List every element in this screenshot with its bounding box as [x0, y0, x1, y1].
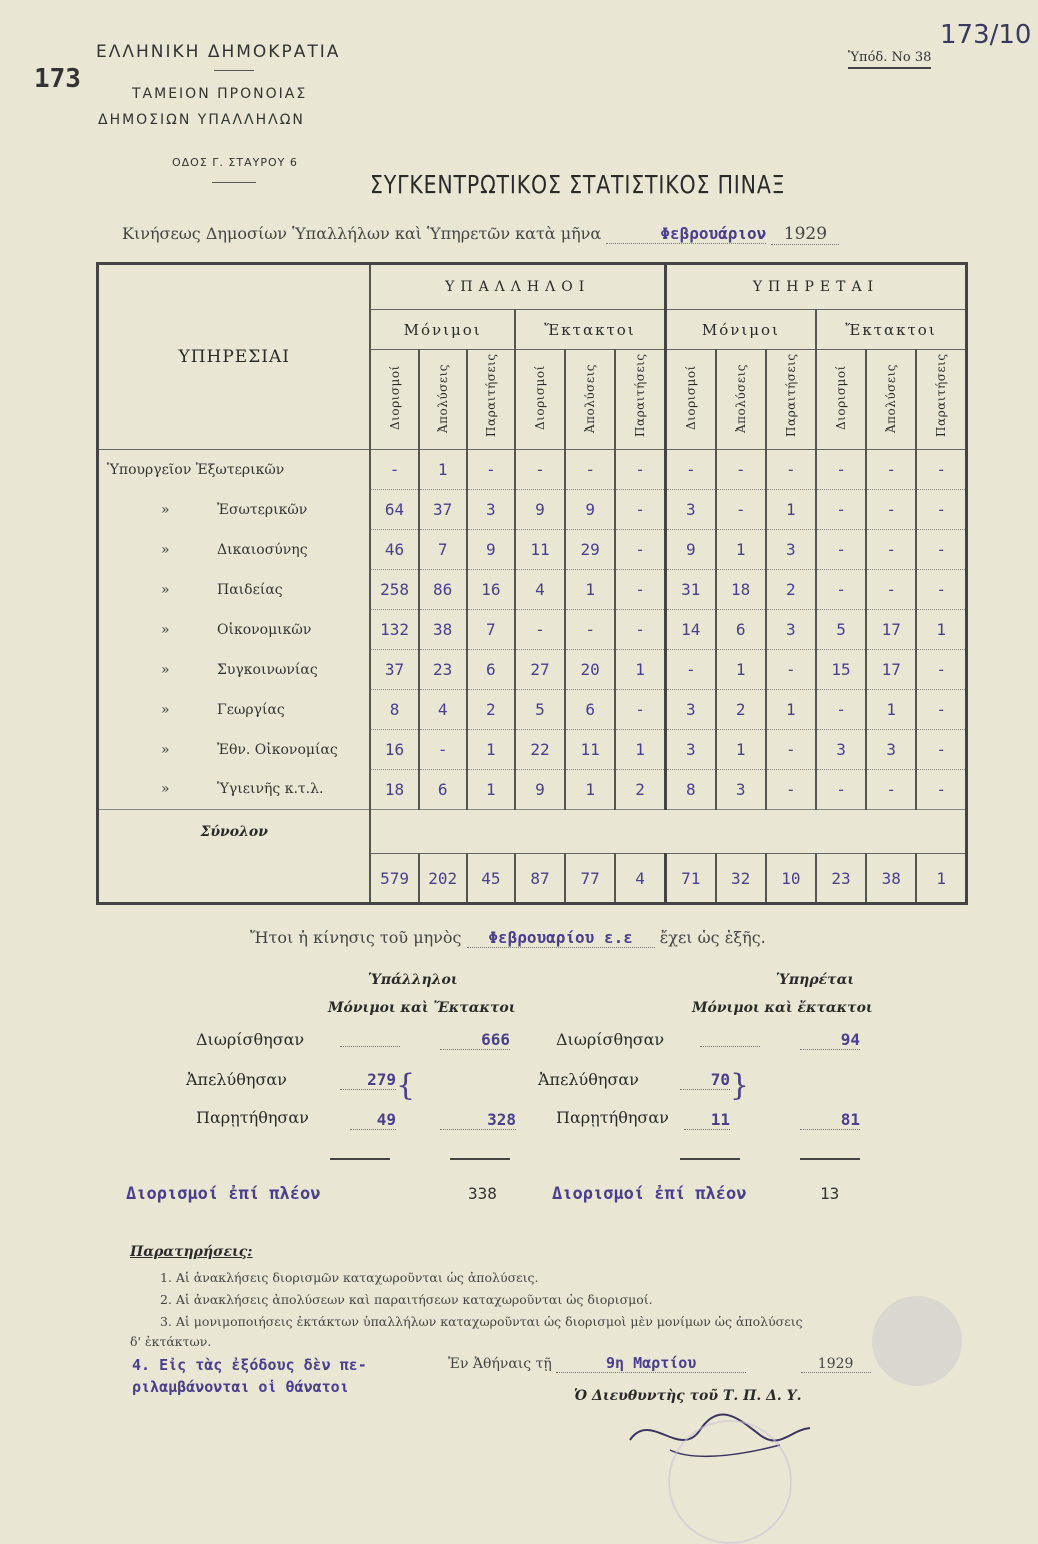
cell-value: - — [615, 450, 665, 490]
signer-title: Ὁ Διευθυντὴς τοῦ Τ. Π. Δ. Υ. — [574, 1388, 802, 1404]
cell-value: 7 — [419, 530, 467, 570]
total-value: 23 — [816, 854, 866, 904]
summary-intro-pre: Ἤτοι ἡ κίνησις τοῦ μηνὸς — [250, 928, 462, 947]
org-line-1: ΕΛΛΗΝΙΚΗ ΔΗΜΟΚΡΑΤΙΑ — [96, 42, 341, 62]
ref-label: Ὑπόδ. Νο 38 — [848, 50, 931, 69]
total-blank — [98, 854, 371, 904]
ditto-mark: » — [161, 661, 170, 678]
cell-value: 3 — [766, 530, 816, 570]
date-value: 9η Μαρτίου — [556, 1354, 746, 1373]
cell-value: 1 — [615, 730, 665, 770]
cell-value: 46 — [370, 530, 418, 570]
cell-value: 27 — [515, 650, 565, 690]
total-value: 4 — [615, 854, 665, 904]
cell-value: 3 — [716, 770, 766, 810]
cell-value: 37 — [370, 650, 418, 690]
service-name: Δικαιοσύνης — [217, 541, 308, 558]
cell-value: 18 — [370, 770, 418, 810]
cell-value: 5 — [816, 610, 866, 650]
address: ΟΔΟΣ Γ. ΣΤΑΥΡΟΥ 6 — [172, 156, 298, 169]
ditto-mark: » — [161, 501, 170, 518]
table-row — [98, 730, 967, 770]
cell-value: - — [916, 530, 966, 570]
cell-value: 3 — [665, 490, 715, 530]
cell-value: - — [866, 770, 916, 810]
cell-value: 3 — [766, 610, 816, 650]
cell-value: 6 — [565, 690, 615, 730]
place-text: Ἐν Ἀθήναις τῇ — [448, 1356, 552, 1372]
cell-value: - — [916, 770, 966, 810]
cell-value: 1 — [615, 650, 665, 690]
cell-value: 1 — [565, 770, 615, 810]
total-value: 10 — [766, 854, 816, 904]
cell-value: - — [565, 450, 615, 490]
statistics-table — [96, 262, 968, 905]
right-resigned-label: Παρῃτήθησαν — [556, 1108, 669, 1127]
col-header: Διορισμοί — [370, 350, 418, 450]
cell-value: 23 — [419, 650, 467, 690]
employees-permanent: Μόνιμοι — [370, 310, 514, 350]
left-resigned-value: 49 — [350, 1110, 396, 1130]
cell-value: - — [716, 450, 766, 490]
cell-value: - — [816, 530, 866, 570]
notes-title: Παρατηρήσεις: — [130, 1244, 253, 1260]
table-row — [98, 530, 967, 570]
cell-value: 3 — [665, 690, 715, 730]
left-net-value: 338 — [468, 1184, 497, 1203]
cell-value: 1 — [565, 570, 615, 610]
cell-value: 37 — [419, 490, 467, 530]
total-value: 1 — [916, 854, 966, 904]
cell-value: 9 — [665, 530, 715, 570]
divider — [800, 1158, 860, 1160]
table-row — [98, 450, 967, 490]
note-4b: ριλαμβάνονται οἱ θάνατοι — [132, 1378, 349, 1396]
divider — [330, 1158, 390, 1160]
col-header: Διορισμοί — [665, 350, 715, 450]
ditto-mark: » — [161, 701, 170, 718]
cell-value: 2 — [467, 690, 515, 730]
cell-value: 6 — [419, 770, 467, 810]
total-value: 71 — [665, 854, 715, 904]
service-name: Ἐσωτερικῶν — [217, 501, 308, 518]
cell-value: 1 — [866, 690, 916, 730]
right-dismissed-label: Ἀπελύθησαν — [538, 1070, 639, 1089]
cell-value: 11 — [515, 530, 565, 570]
employees-header: ΥΠΑΛΛΗΛΟΙ — [370, 264, 665, 310]
left-dismissed-value: 279 — [340, 1070, 396, 1090]
service-name: Οἰκονομικῶν — [217, 621, 312, 638]
cell-value: 1 — [716, 650, 766, 690]
employees-temporary: Ἔκτακτοι — [515, 310, 666, 350]
cell-value: 1 — [419, 450, 467, 490]
row-label — [98, 770, 371, 810]
row-label — [98, 610, 371, 650]
cell-value: - — [916, 570, 966, 610]
total-value: 579 — [370, 854, 418, 904]
cell-value: 9 — [565, 490, 615, 530]
summary-intro-month: Φεβρουαρίου ε.ε — [467, 928, 655, 948]
ditto-mark: » — [161, 621, 170, 638]
left-appointed-label: Διωρίσθησαν — [196, 1030, 305, 1049]
left-resigned-label: Παρῃτήθησαν — [196, 1108, 309, 1127]
archive-logo — [872, 1296, 962, 1386]
summary-intro-post: ἔχει ὡς ἑξῆς. — [659, 928, 766, 947]
right-head-2: Μόνιμοι καὶ ἔκτακτοι — [692, 1000, 873, 1016]
row-label — [98, 730, 371, 770]
services-header: ΥΠΗΡΕΣΙΑΙ — [178, 347, 290, 367]
service-name: Ἐθν. Οἰκονομίας — [217, 741, 338, 758]
row-label — [98, 650, 371, 690]
cell-value: 20 — [565, 650, 615, 690]
row-label — [98, 690, 371, 730]
cell-value: - — [866, 490, 916, 530]
table-row — [98, 650, 967, 690]
cell-value: 9 — [515, 770, 565, 810]
cell-value: 14 — [665, 610, 715, 650]
cell-value: 17 — [866, 610, 916, 650]
leader-line — [340, 1046, 400, 1047]
cell-value: 29 — [565, 530, 615, 570]
total-value: 202 — [419, 854, 467, 904]
cell-value: 3 — [816, 730, 866, 770]
cell-value: 64 — [370, 490, 418, 530]
cell-value: 3 — [665, 730, 715, 770]
cell-value: - — [515, 450, 565, 490]
total-spacer — [370, 810, 966, 854]
ditto-mark: » — [161, 741, 170, 758]
left-appointed-value: 666 — [440, 1030, 510, 1050]
cell-value: - — [916, 490, 966, 530]
total-label: Σύνολον — [98, 810, 371, 854]
cell-value: 18 — [716, 570, 766, 610]
col-header: Παραιτήσεις — [615, 350, 665, 450]
servants-temporary: Ἔκτακτοι — [816, 310, 967, 350]
cell-value: - — [615, 530, 665, 570]
cell-value: - — [816, 490, 866, 530]
table-row — [98, 770, 967, 810]
leader-line — [700, 1046, 760, 1047]
cell-value: - — [565, 610, 615, 650]
cell-value: - — [916, 450, 966, 490]
cell-value: 38 — [419, 610, 467, 650]
cell-value: - — [816, 570, 866, 610]
cell-value: 1 — [716, 730, 766, 770]
cell-value: 4 — [515, 570, 565, 610]
cell-value: - — [370, 450, 418, 490]
left-head-1: Ὑπάλληλοι — [368, 972, 458, 988]
total-value: 87 — [515, 854, 565, 904]
cell-value: 6 — [467, 650, 515, 690]
table-row — [98, 610, 967, 650]
org-line-3: ΔΗΜΟΣΙΩΝ ΥΠΑΛΛΗΛΩΝ — [98, 112, 305, 128]
cell-value: - — [866, 530, 916, 570]
cell-value: - — [816, 450, 866, 490]
left-brace: { — [396, 1068, 416, 1103]
cell-value: - — [766, 650, 816, 690]
subtitle — [122, 224, 839, 245]
cell-value: 1 — [766, 490, 816, 530]
cell-value: - — [716, 490, 766, 530]
cell-value: 6 — [716, 610, 766, 650]
cell-value: 3 — [866, 730, 916, 770]
ditto-mark: » — [161, 581, 170, 598]
cell-value: 9 — [467, 530, 515, 570]
cell-value: - — [515, 610, 565, 650]
cell-value: 22 — [515, 730, 565, 770]
col-header: Διορισμοί — [515, 350, 565, 450]
col-header: Ἀπολύσεις — [716, 350, 766, 450]
divider — [450, 1158, 510, 1160]
service-name: Ὑγιεινῆς κ.τ.λ. — [217, 781, 324, 798]
cell-value: 8 — [370, 690, 418, 730]
cell-value: 5 — [515, 690, 565, 730]
cell-value: 258 — [370, 570, 418, 610]
cell-value: - — [916, 690, 966, 730]
col-header: Ἀπολύσεις — [565, 350, 615, 450]
col-header: Παραιτήσεις — [766, 350, 816, 450]
cell-value: - — [766, 770, 816, 810]
left-sum-value: 328 — [440, 1110, 516, 1130]
cell-value: - — [866, 450, 916, 490]
org-line-2: ΤΑΜΕΙΟΝ ΠΡΟΝΟΙΑΣ — [132, 86, 308, 102]
month-value: Φεβρουάριον — [606, 224, 766, 244]
right-brace: } — [730, 1068, 750, 1103]
table-row — [98, 690, 967, 730]
row-label — [98, 530, 371, 570]
ditto-mark: » — [161, 781, 170, 798]
ditto-mark: » — [161, 541, 170, 558]
cell-value: 1 — [916, 610, 966, 650]
cell-value: - — [866, 570, 916, 610]
divider — [212, 182, 256, 183]
cell-value: - — [419, 730, 467, 770]
divider — [214, 70, 254, 71]
cell-value: 132 — [370, 610, 418, 650]
cell-value: 11 — [565, 730, 615, 770]
total-value: 32 — [716, 854, 766, 904]
cell-value: - — [766, 450, 816, 490]
cell-value: - — [916, 730, 966, 770]
cell-value: - — [615, 610, 665, 650]
doc-number: 173 — [34, 64, 81, 94]
note-4a: 4. Εἰς τὰς ἐξόδους δὲν πε- — [132, 1356, 367, 1374]
right-sum-value: 81 — [800, 1110, 860, 1130]
total-value: 38 — [866, 854, 916, 904]
servants-header: ΥΠΗΡΕΤΑΙ — [665, 264, 966, 310]
cell-value: 9 — [515, 490, 565, 530]
page-title: ΣΥΓΚΕΝΤΡΩΤΙΚΟΣ ΣΤΑΤΙΣΤΙΚΟΣ ΠΙΝΑΞ — [370, 170, 786, 199]
cell-value: - — [816, 770, 866, 810]
row-label — [98, 570, 371, 610]
cell-value: 1 — [766, 690, 816, 730]
right-resigned-value: 11 — [684, 1110, 730, 1130]
total-value: 77 — [565, 854, 615, 904]
date-year: 1929 — [801, 1356, 871, 1373]
service-name: Ὑπουργεῖον Ἐξωτερικῶν — [107, 461, 285, 478]
row-label — [98, 490, 371, 530]
cell-value: - — [467, 450, 515, 490]
cell-value: - — [916, 650, 966, 690]
cell-value: 15 — [816, 650, 866, 690]
cell-value: 2 — [766, 570, 816, 610]
right-net-value: 13 — [820, 1184, 840, 1203]
stamp-seal — [668, 1420, 792, 1544]
left-dismissed-label: Ἀπελύθησαν — [186, 1070, 287, 1089]
cell-value: - — [816, 690, 866, 730]
cell-value: - — [615, 690, 665, 730]
year-value: 1929 — [771, 224, 839, 245]
right-dismissed-value: 70 — [680, 1070, 730, 1090]
cell-value: 1 — [467, 770, 515, 810]
cell-value: 2 — [716, 690, 766, 730]
cell-value: 4 — [419, 690, 467, 730]
note-2: 2. Αἱ ἀνακλήσεις ἀπολύσεων καὶ παραιτήσεων καταχωροῦνται ὡς διορισμοί. — [160, 1292, 653, 1307]
cell-value: - — [665, 650, 715, 690]
cell-value: 7 — [467, 610, 515, 650]
row-label — [98, 450, 371, 490]
cell-value: 31 — [665, 570, 715, 610]
right-appointed-value: 94 — [800, 1030, 860, 1050]
cell-value: 86 — [419, 570, 467, 610]
total-value: 45 — [467, 854, 515, 904]
left-net-label: Διορισμοί ἐπί πλέον — [126, 1184, 321, 1204]
note-1: 1. Αἱ ἀνακλήσεις διορισμῶν καταχωροῦνται ὡς ἀπολύσεις. — [160, 1270, 539, 1285]
archive-number: 173/10 — [940, 20, 1032, 50]
cell-value: 8 — [665, 770, 715, 810]
servants-permanent: Μόνιμοι — [665, 310, 816, 350]
cell-value: 1 — [716, 530, 766, 570]
note-3b: δ' ἐκτάκτων. — [130, 1334, 212, 1349]
cell-value: - — [615, 490, 665, 530]
summary-intro — [250, 928, 766, 948]
service-name: Γεωργίας — [217, 701, 285, 718]
table-row — [98, 570, 967, 610]
cell-value: 17 — [866, 650, 916, 690]
service-name: Παιδείας — [217, 581, 283, 598]
cell-value: - — [665, 450, 715, 490]
col-header: Παραιτήσεις — [916, 350, 966, 450]
right-net-label: Διορισμοί ἐπί πλέον — [552, 1184, 747, 1204]
col-header: Ἀπολύσεις — [866, 350, 916, 450]
right-head-1: Ὑπηρέται — [776, 972, 855, 988]
subtitle-text: Κινήσεως Δημοσίων Ὑπαλλήλων καὶ Ὑπηρετῶν κατὰ μῆνα — [122, 224, 602, 243]
col-header: Διορισμοί — [816, 350, 866, 450]
cell-value: - — [615, 570, 665, 610]
service-name: Συγκοινωνίας — [217, 661, 318, 678]
cell-value: - — [766, 730, 816, 770]
col-header: Παραιτήσεις — [467, 350, 515, 450]
cell-value: 16 — [467, 570, 515, 610]
cell-value: 2 — [615, 770, 665, 810]
left-head-2: Μόνιμοι καὶ Ἔκτακτοι — [328, 1000, 516, 1016]
cell-value: 16 — [370, 730, 418, 770]
note-3: 3. Αἱ μονιμοποιήσεις ἐκτάκτων ὑπαλλήλων καταχωροῦνται ὡς διορισμοὶ μὲν μονίμων ὡς ἀπολύσεις — [160, 1314, 803, 1329]
date-line — [448, 1354, 871, 1373]
cell-value: 1 — [467, 730, 515, 770]
divider — [680, 1158, 740, 1160]
right-appointed-label: Διωρίσθησαν — [556, 1030, 665, 1049]
col-header: Ἀπολύσεις — [419, 350, 467, 450]
table-row — [98, 490, 967, 530]
cell-value: 3 — [467, 490, 515, 530]
